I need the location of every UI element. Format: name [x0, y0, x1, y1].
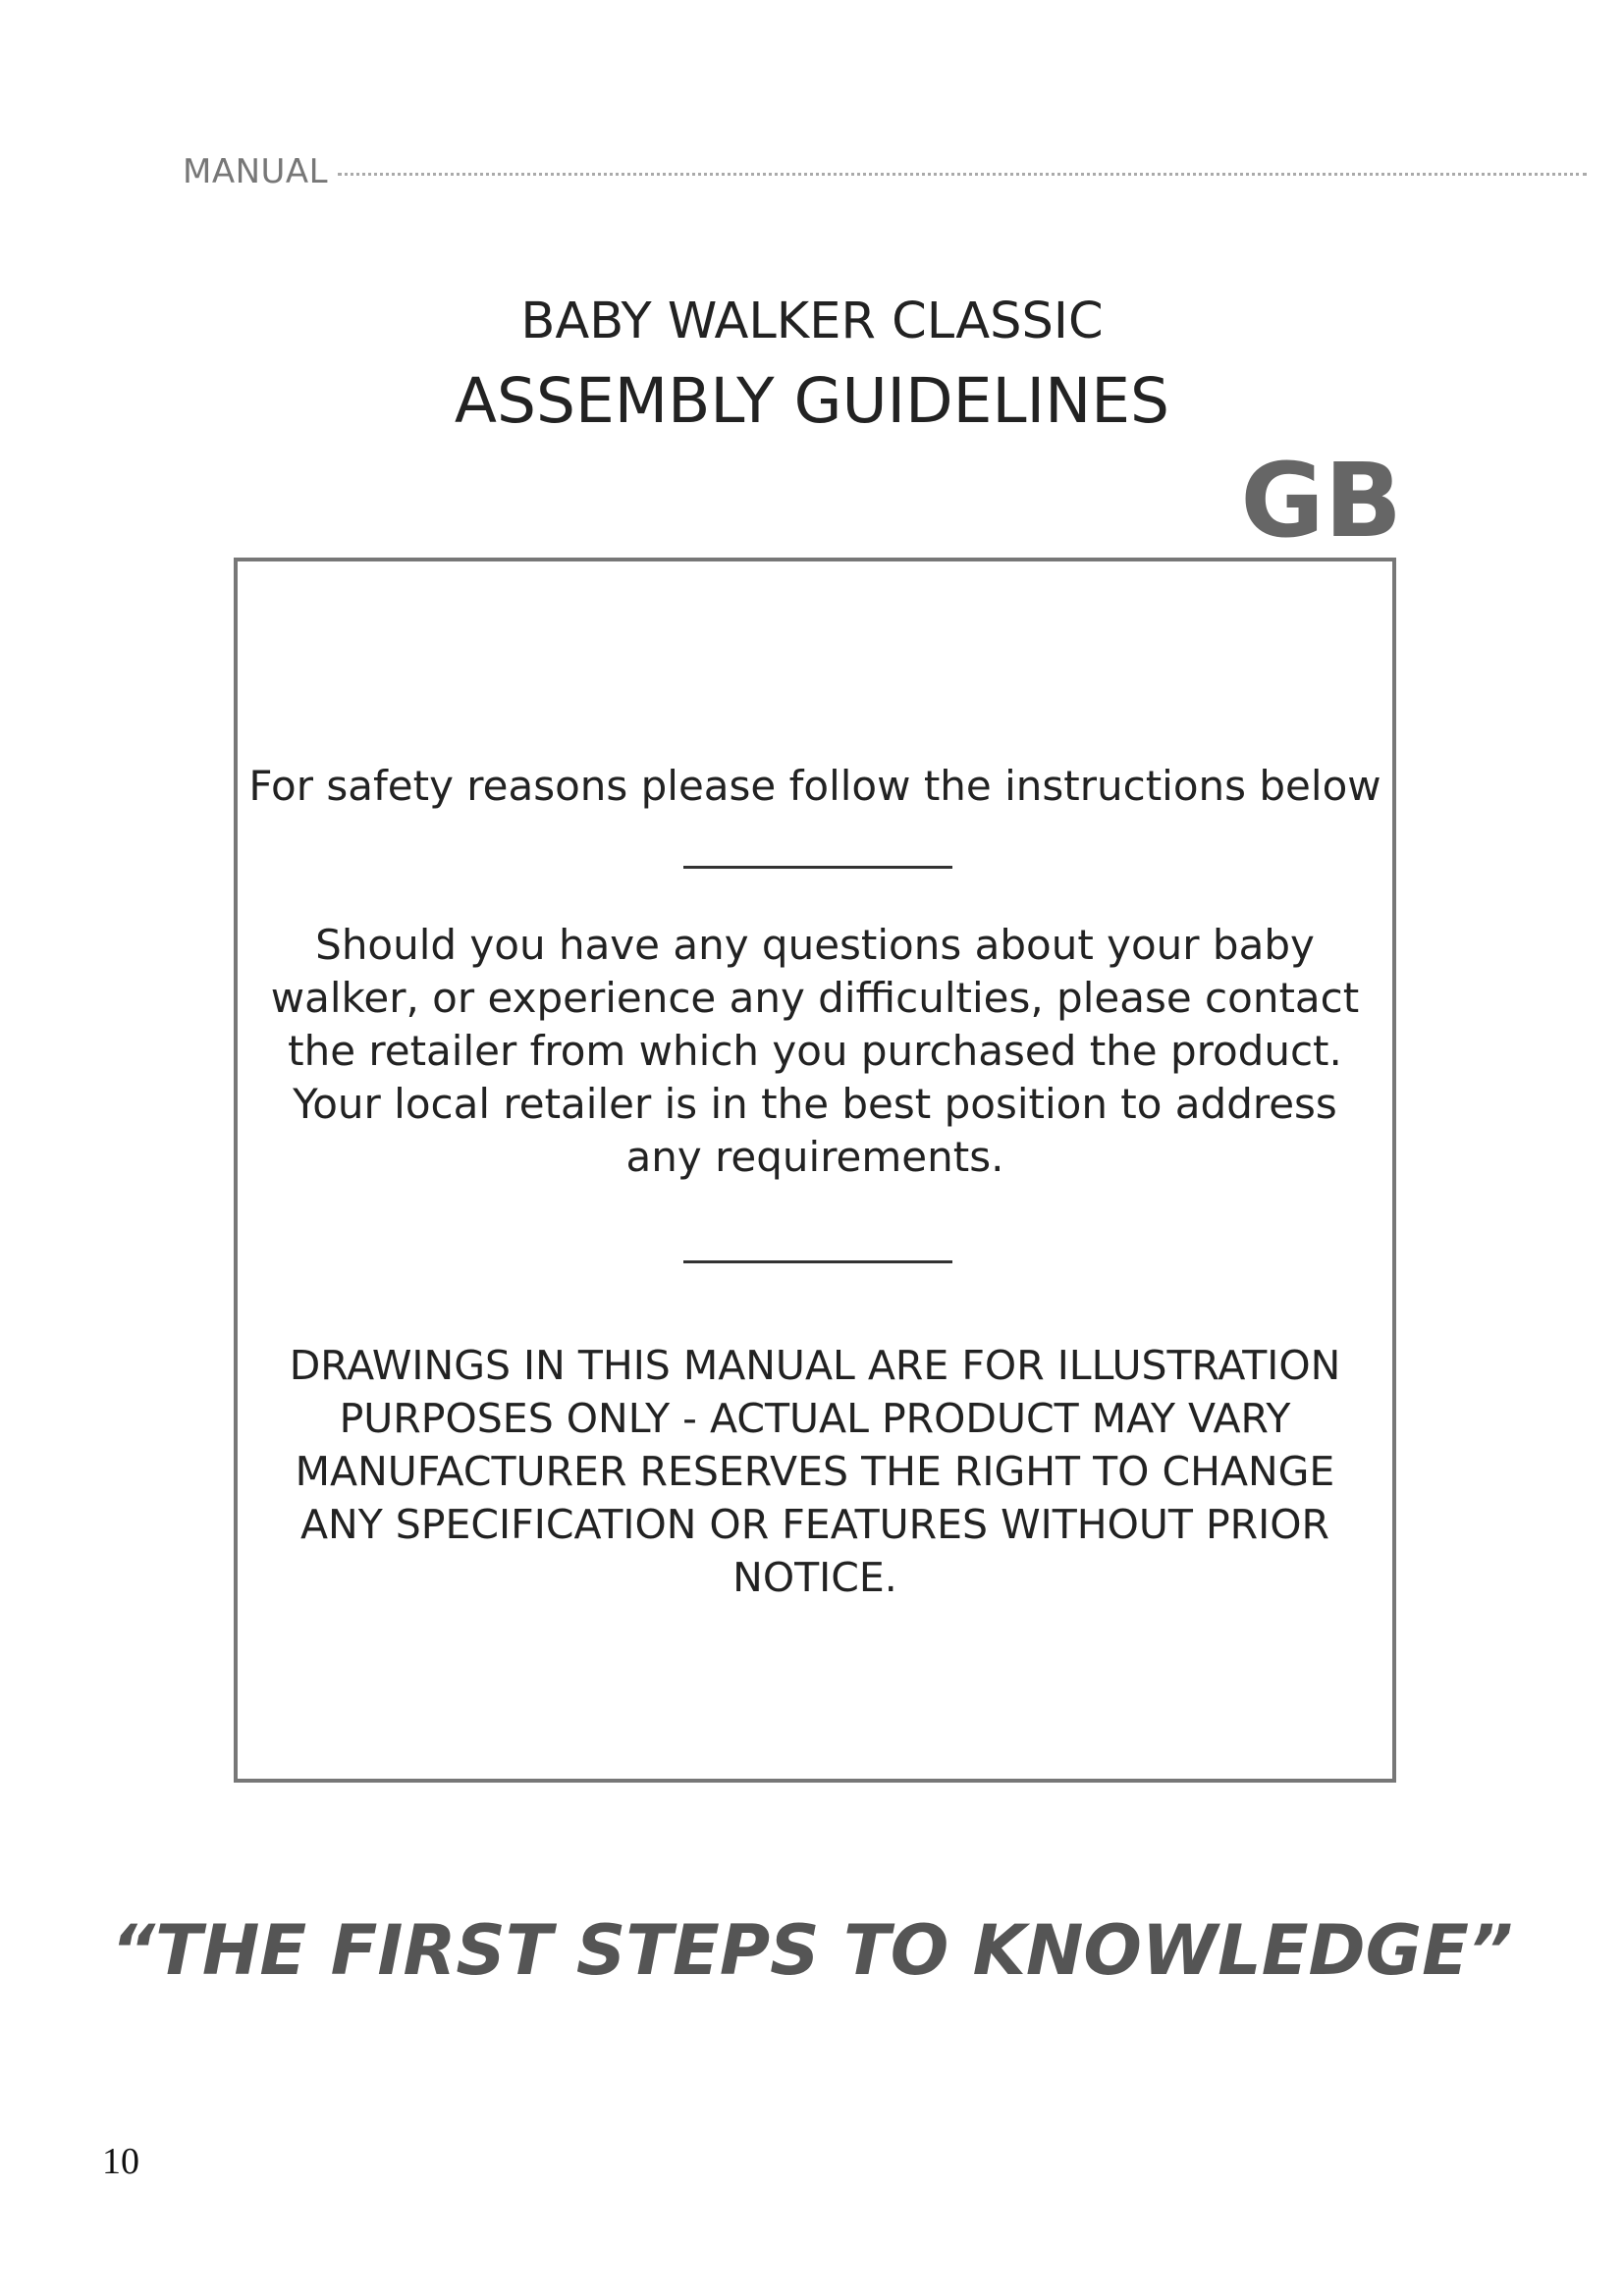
divider — [683, 1260, 952, 1263]
notice-line: PURPOSES ONLY - ACTUAL PRODUCT MAY VARY — [339, 1395, 1291, 1442]
safety-notice-box — [234, 558, 1396, 1783]
safety-intro: For safety reasons please follow the instructions below — [248, 762, 1381, 810]
header-dotted-rule — [338, 173, 1587, 176]
page-title: ASSEMBLY GUIDELINES — [454, 365, 1170, 437]
disclaimer-notice — [238, 1339, 1392, 1604]
header-label: MANUAL — [183, 152, 329, 191]
paragraph-line: the retailer from which you purchased the product. — [288, 1027, 1342, 1075]
paragraph-line: walker, or experience any difficulties, please contact — [270, 974, 1360, 1022]
slogan: “THE FIRST STEPS TO KNOWLEDGE” — [110, 1910, 1514, 1991]
paragraph-line: Should you have any questions about your baby — [315, 921, 1315, 969]
notice-line: ANY SPECIFICATION OR FEATURES WITHOUT PRIOR — [299, 1501, 1330, 1548]
page-number: 10 — [102, 2141, 139, 2182]
paragraph-line: any requirements. — [625, 1133, 1004, 1181]
notice-line: DRAWINGS IN THIS MANUAL ARE FOR ILLUSTRATION — [289, 1342, 1341, 1389]
notice-line: NOTICE. — [732, 1554, 897, 1601]
notice-line: MANUFACTURER RESERVES THE RIGHT TO CHANGE — [295, 1448, 1335, 1495]
paragraph-line: Your local retailer is in the best position to address — [293, 1080, 1337, 1128]
retailer-contact-paragraph — [238, 919, 1392, 1184]
product-name: BABY WALKER CLASSIC — [520, 293, 1104, 350]
language-code: GB — [1240, 441, 1402, 561]
running-header — [183, 149, 1587, 194]
divider — [683, 866, 952, 869]
